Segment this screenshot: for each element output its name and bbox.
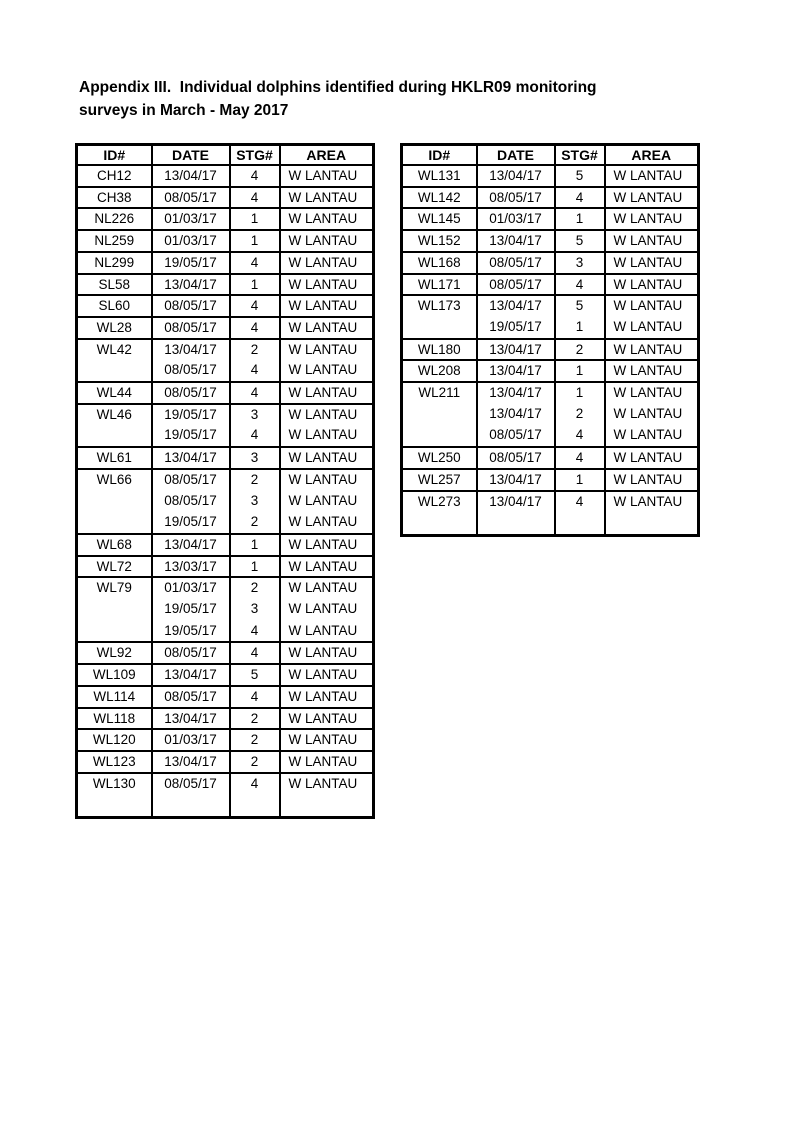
date-cell: 19/05/17 bbox=[152, 511, 230, 534]
stg-cell: 3 bbox=[230, 404, 280, 425]
stg-cell: 4 bbox=[230, 317, 280, 339]
table-row bbox=[402, 295, 699, 316]
area-cell: W LANTAU bbox=[280, 511, 374, 534]
id-cell: WL109 bbox=[77, 664, 152, 686]
stg-cell: 2 bbox=[230, 708, 280, 730]
stg-cell: 5 bbox=[230, 664, 280, 686]
id-cell: SL60 bbox=[77, 295, 152, 317]
stg-cell: 2 bbox=[555, 403, 605, 425]
area-cell: W LANTAU bbox=[605, 447, 699, 469]
stg-cell: 4 bbox=[555, 491, 605, 536]
id-cell: WL131 bbox=[402, 165, 477, 187]
stg-cell: 4 bbox=[230, 686, 280, 708]
table-row bbox=[402, 339, 699, 361]
id-cell: WL68 bbox=[77, 534, 152, 556]
table-row bbox=[77, 317, 374, 339]
stg-cell: 4 bbox=[230, 642, 280, 664]
column-header-stg: STG# bbox=[555, 145, 605, 166]
date-cell: 01/03/17 bbox=[152, 729, 230, 751]
stg-cell: 1 bbox=[230, 534, 280, 556]
date-cell: 13/04/17 bbox=[477, 491, 555, 536]
table-row bbox=[77, 274, 374, 296]
stg-cell: 4 bbox=[230, 252, 280, 274]
id-cell: WL114 bbox=[77, 686, 152, 708]
table-row bbox=[77, 187, 374, 209]
stg-cell: 4 bbox=[230, 773, 280, 818]
stg-cell: 2 bbox=[230, 339, 280, 360]
date-cell: 13/04/17 bbox=[477, 469, 555, 491]
area-cell: W LANTAU bbox=[280, 490, 374, 512]
stg-cell: 2 bbox=[230, 469, 280, 490]
table-row bbox=[77, 295, 374, 317]
column-header-area: AREA bbox=[605, 145, 699, 166]
area-cell: W LANTAU bbox=[280, 620, 374, 643]
table-row bbox=[77, 230, 374, 252]
table-row bbox=[402, 230, 699, 252]
stg-cell: 1 bbox=[555, 382, 605, 403]
area-cell: W LANTAU bbox=[280, 686, 374, 708]
column-header-id: ID# bbox=[77, 145, 152, 166]
stg-cell: 3 bbox=[230, 447, 280, 469]
id-cell: WL79 bbox=[77, 577, 152, 642]
date-cell: 01/03/17 bbox=[477, 208, 555, 230]
date-cell: 01/03/17 bbox=[152, 208, 230, 230]
stg-cell: 1 bbox=[230, 208, 280, 230]
stg-cell: 4 bbox=[230, 382, 280, 404]
date-cell: 13/04/17 bbox=[152, 751, 230, 773]
stg-cell: 2 bbox=[230, 511, 280, 534]
table-row bbox=[402, 252, 699, 274]
area-cell: W LANTAU bbox=[280, 230, 374, 252]
stg-cell: 3 bbox=[230, 598, 280, 620]
id-cell: WL173 bbox=[402, 295, 477, 338]
dolphin-table-right bbox=[400, 143, 700, 537]
table-row bbox=[402, 360, 699, 382]
id-cell: WL46 bbox=[77, 404, 152, 447]
id-cell: WL257 bbox=[402, 469, 477, 491]
area-cell: W LANTAU bbox=[280, 252, 374, 274]
date-cell: 13/04/17 bbox=[152, 447, 230, 469]
table-row bbox=[77, 664, 374, 686]
date-cell: 19/05/17 bbox=[152, 404, 230, 425]
stg-cell: 4 bbox=[555, 274, 605, 296]
date-cell: 08/05/17 bbox=[477, 447, 555, 469]
stg-cell: 4 bbox=[230, 165, 280, 187]
stg-cell: 3 bbox=[230, 490, 280, 512]
area-cell: W LANTAU bbox=[280, 577, 374, 598]
date-cell: 08/05/17 bbox=[152, 773, 230, 818]
area-cell: W LANTAU bbox=[605, 382, 699, 403]
stg-cell: 5 bbox=[555, 165, 605, 187]
area-cell: W LANTAU bbox=[280, 187, 374, 209]
stg-cell: 1 bbox=[555, 469, 605, 491]
dolphin-table-left bbox=[75, 143, 375, 819]
stg-cell: 2 bbox=[555, 339, 605, 361]
stg-cell: 1 bbox=[555, 316, 605, 339]
table-row bbox=[77, 447, 374, 469]
area-cell: W LANTAU bbox=[605, 316, 699, 339]
date-cell: 08/05/17 bbox=[477, 252, 555, 274]
date-cell: 19/05/17 bbox=[152, 598, 230, 620]
date-cell: 08/05/17 bbox=[477, 424, 555, 447]
area-cell: W LANTAU bbox=[605, 339, 699, 361]
table-row bbox=[77, 469, 374, 490]
area-cell: W LANTAU bbox=[605, 252, 699, 274]
table-row bbox=[402, 165, 699, 187]
area-cell: W LANTAU bbox=[280, 447, 374, 469]
date-cell: 19/05/17 bbox=[152, 424, 230, 447]
stg-cell: 1 bbox=[555, 360, 605, 382]
id-cell: WL180 bbox=[402, 339, 477, 361]
id-cell: WL92 bbox=[77, 642, 152, 664]
stg-cell: 1 bbox=[230, 274, 280, 296]
id-cell: WL120 bbox=[77, 729, 152, 751]
area-cell: W LANTAU bbox=[280, 317, 374, 339]
table-row bbox=[77, 708, 374, 730]
id-cell: WL28 bbox=[77, 317, 152, 339]
column-header-date: DATE bbox=[152, 145, 230, 166]
id-cell: WL61 bbox=[77, 447, 152, 469]
table-row bbox=[77, 339, 374, 360]
date-cell: 13/04/17 bbox=[152, 274, 230, 296]
stg-cell: 1 bbox=[230, 556, 280, 578]
stg-cell: 2 bbox=[230, 729, 280, 751]
id-cell: WL171 bbox=[402, 274, 477, 296]
table-row bbox=[77, 577, 374, 598]
area-cell: W LANTAU bbox=[280, 708, 374, 730]
table-row bbox=[77, 773, 374, 818]
area-cell: W LANTAU bbox=[280, 404, 374, 425]
id-cell: WL66 bbox=[77, 469, 152, 534]
table-row bbox=[77, 382, 374, 404]
id-cell: WL72 bbox=[77, 556, 152, 578]
area-cell: W LANTAU bbox=[605, 424, 699, 447]
column-header-area: AREA bbox=[280, 145, 374, 166]
table-row bbox=[77, 208, 374, 230]
date-cell: 08/05/17 bbox=[152, 295, 230, 317]
area-cell: W LANTAU bbox=[280, 556, 374, 578]
table-row bbox=[402, 491, 699, 536]
date-cell: 13/04/17 bbox=[477, 295, 555, 316]
table-row bbox=[77, 252, 374, 274]
id-cell: SL58 bbox=[77, 274, 152, 296]
area-cell: W LANTAU bbox=[605, 187, 699, 209]
area-cell: W LANTAU bbox=[280, 359, 374, 382]
area-cell: W LANTAU bbox=[280, 534, 374, 556]
stg-cell: 5 bbox=[555, 295, 605, 316]
stg-cell: 4 bbox=[230, 359, 280, 382]
table-row bbox=[77, 165, 374, 187]
area-cell: W LANTAU bbox=[605, 274, 699, 296]
id-cell: WL123 bbox=[77, 751, 152, 773]
id-cell: NL299 bbox=[77, 252, 152, 274]
area-cell: W LANTAU bbox=[280, 295, 374, 317]
header-row bbox=[77, 145, 374, 166]
stg-cell: 2 bbox=[230, 751, 280, 773]
area-cell: W LANTAU bbox=[605, 360, 699, 382]
area-cell: W LANTAU bbox=[605, 295, 699, 316]
id-cell: WL145 bbox=[402, 208, 477, 230]
date-cell: 01/03/17 bbox=[152, 577, 230, 598]
table-row bbox=[402, 274, 699, 296]
date-cell: 08/05/17 bbox=[477, 187, 555, 209]
id-cell: WL208 bbox=[402, 360, 477, 382]
area-cell: W LANTAU bbox=[280, 208, 374, 230]
date-cell: 08/05/17 bbox=[152, 490, 230, 512]
area-cell: W LANTAU bbox=[280, 165, 374, 187]
date-cell: 08/05/17 bbox=[152, 382, 230, 404]
stg-cell: 4 bbox=[230, 424, 280, 447]
id-cell: WL250 bbox=[402, 447, 477, 469]
table-row bbox=[77, 686, 374, 708]
stg-cell: 4 bbox=[555, 447, 605, 469]
date-cell: 13/04/17 bbox=[152, 165, 230, 187]
page-title-line-1: Appendix III. Individual dolphins identified during HKLR09 monitoring bbox=[79, 79, 597, 96]
table-row bbox=[77, 556, 374, 578]
date-cell: 13/04/17 bbox=[477, 382, 555, 403]
table-row bbox=[402, 447, 699, 469]
stg-cell: 3 bbox=[555, 252, 605, 274]
stg-cell: 5 bbox=[555, 230, 605, 252]
table-row bbox=[77, 534, 374, 556]
page-title bbox=[79, 76, 597, 122]
date-cell: 19/05/17 bbox=[152, 620, 230, 643]
stg-cell: 1 bbox=[230, 230, 280, 252]
column-header-id: ID# bbox=[402, 145, 477, 166]
stg-cell: 4 bbox=[555, 187, 605, 209]
area-cell: W LANTAU bbox=[280, 642, 374, 664]
date-cell: 13/04/17 bbox=[477, 165, 555, 187]
id-cell: CH12 bbox=[77, 165, 152, 187]
id-cell: WL118 bbox=[77, 708, 152, 730]
date-cell: 13/04/17 bbox=[477, 339, 555, 361]
date-cell: 08/05/17 bbox=[477, 274, 555, 296]
date-cell: 13/04/17 bbox=[152, 708, 230, 730]
stg-cell: 4 bbox=[230, 620, 280, 643]
id-cell: WL152 bbox=[402, 230, 477, 252]
date-cell: 19/05/17 bbox=[477, 316, 555, 339]
area-cell: W LANTAU bbox=[280, 598, 374, 620]
id-cell: WL273 bbox=[402, 491, 477, 536]
table-row bbox=[402, 382, 699, 403]
date-cell: 01/03/17 bbox=[152, 230, 230, 252]
date-cell: 08/05/17 bbox=[152, 686, 230, 708]
area-cell: W LANTAU bbox=[280, 664, 374, 686]
table-row bbox=[402, 208, 699, 230]
stg-cell: 1 bbox=[555, 208, 605, 230]
date-cell: 08/05/17 bbox=[152, 187, 230, 209]
area-cell: W LANTAU bbox=[605, 469, 699, 491]
date-cell: 13/04/17 bbox=[152, 534, 230, 556]
table-row bbox=[77, 751, 374, 773]
date-cell: 13/03/17 bbox=[152, 556, 230, 578]
id-cell: WL44 bbox=[77, 382, 152, 404]
dolphin-table-right-container bbox=[400, 143, 700, 537]
id-cell: WL142 bbox=[402, 187, 477, 209]
column-header-date: DATE bbox=[477, 145, 555, 166]
area-cell: W LANTAU bbox=[280, 274, 374, 296]
id-cell: WL168 bbox=[402, 252, 477, 274]
area-cell: W LANTAU bbox=[280, 424, 374, 447]
area-cell: W LANTAU bbox=[280, 773, 374, 818]
date-cell: 19/05/17 bbox=[152, 252, 230, 274]
area-cell: W LANTAU bbox=[605, 403, 699, 425]
date-cell: 13/04/17 bbox=[152, 339, 230, 360]
column-header-stg: STG# bbox=[230, 145, 280, 166]
area-cell: W LANTAU bbox=[280, 729, 374, 751]
area-cell: W LANTAU bbox=[605, 165, 699, 187]
id-cell: NL226 bbox=[77, 208, 152, 230]
area-cell: W LANTAU bbox=[280, 751, 374, 773]
area-cell: W LANTAU bbox=[605, 208, 699, 230]
date-cell: 08/05/17 bbox=[152, 642, 230, 664]
area-cell: W LANTAU bbox=[280, 469, 374, 490]
area-cell: W LANTAU bbox=[280, 339, 374, 360]
area-cell: W LANTAU bbox=[605, 230, 699, 252]
table-row bbox=[77, 404, 374, 425]
date-cell: 08/05/17 bbox=[152, 469, 230, 490]
table-row bbox=[402, 469, 699, 491]
stg-cell: 4 bbox=[555, 424, 605, 447]
stg-cell: 2 bbox=[230, 577, 280, 598]
stg-cell: 4 bbox=[230, 295, 280, 317]
header-row bbox=[402, 145, 699, 166]
id-cell: WL211 bbox=[402, 382, 477, 447]
area-cell: W LANTAU bbox=[605, 491, 699, 536]
table-row bbox=[77, 642, 374, 664]
table-row bbox=[402, 187, 699, 209]
dolphin-table-left-container bbox=[75, 143, 375, 819]
id-cell: NL259 bbox=[77, 230, 152, 252]
id-cell: WL42 bbox=[77, 339, 152, 382]
id-cell: WL130 bbox=[77, 773, 152, 818]
table-row bbox=[77, 729, 374, 751]
date-cell: 13/04/17 bbox=[477, 403, 555, 425]
date-cell: 13/04/17 bbox=[477, 360, 555, 382]
stg-cell: 4 bbox=[230, 187, 280, 209]
page-title-line-2: surveys in March - May 2017 bbox=[79, 102, 289, 119]
id-cell: CH38 bbox=[77, 187, 152, 209]
date-cell: 13/04/17 bbox=[477, 230, 555, 252]
date-cell: 13/04/17 bbox=[152, 664, 230, 686]
date-cell: 08/05/17 bbox=[152, 359, 230, 382]
area-cell: W LANTAU bbox=[280, 382, 374, 404]
date-cell: 08/05/17 bbox=[152, 317, 230, 339]
